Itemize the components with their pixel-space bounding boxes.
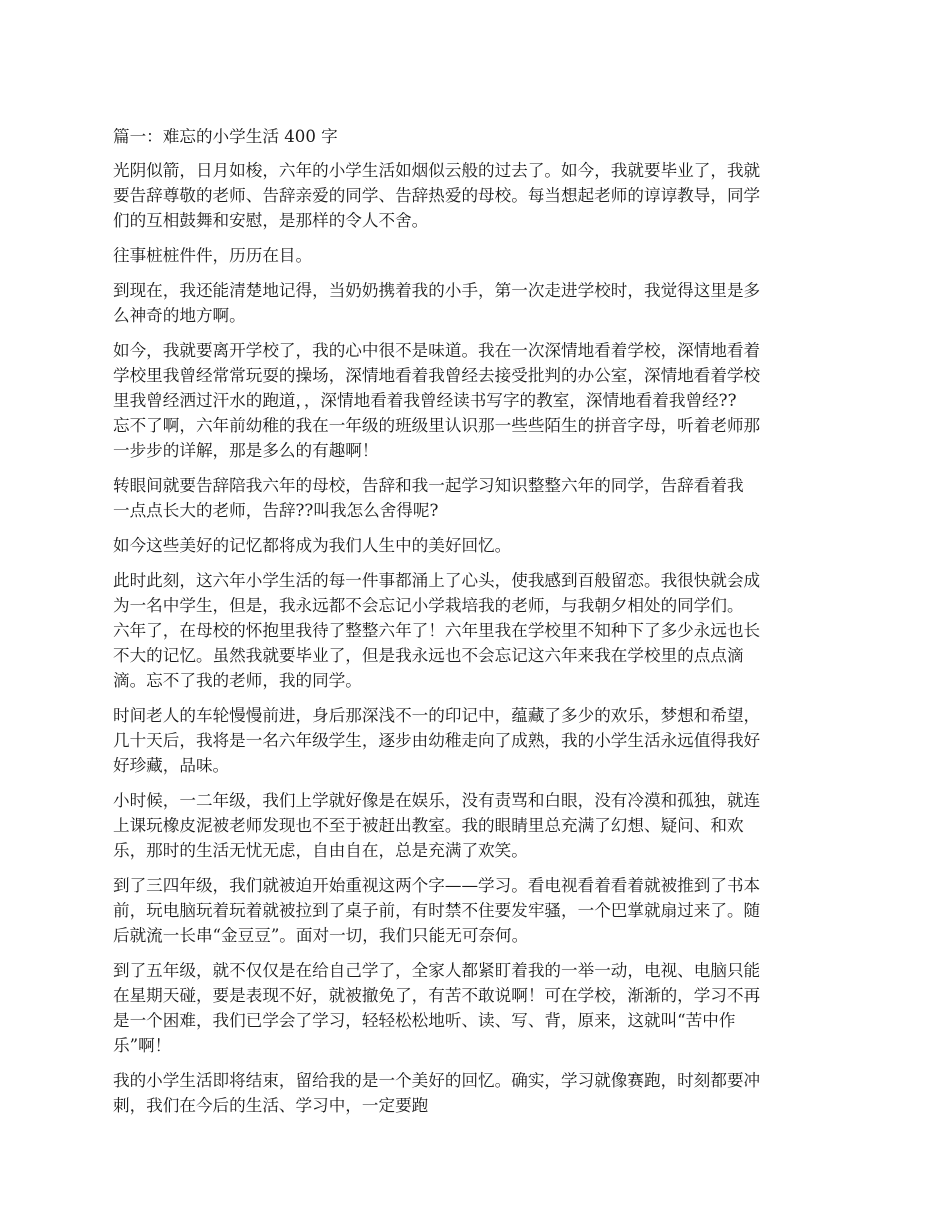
paragraph-line: 往事桩桩件件，历历在目。 bbox=[113, 246, 313, 265]
paragraph-line: 乐”啊！ bbox=[113, 1036, 172, 1055]
paragraph bbox=[113, 1068, 841, 1118]
paragraph-line: 们的互相鼓舞和安慰，是那样的令人不舍。 bbox=[113, 211, 429, 230]
paragraph-line: 为一名中学生，但是，我永远都不会忘记小学栽培我的老师，与我朝夕相处的同学们。 bbox=[113, 596, 744, 615]
paragraph-line: 此时此刻，这六年小学生活的每一件事都涌上了心头，使我感到百般留恋。我很快就会成 bbox=[113, 571, 761, 590]
paragraph bbox=[113, 278, 841, 328]
paragraph-line: 到现在，我还能清楚地记得，当奶奶携着我的小手，第一次走进学校时，我觉得这里是多 bbox=[113, 281, 761, 300]
paragraph-line: 不大的记忆。虽然我就要毕业了，但是我永远也不会忘记这六年来我在学校里的点点滴 bbox=[113, 646, 744, 665]
document-page bbox=[113, 124, 841, 1128]
document-body bbox=[113, 158, 841, 1118]
paragraph-line: 刺，我们在今后的生活、学习中，一定要跑 bbox=[113, 1096, 429, 1115]
paragraph-line: 几十天后，我将是一名六年级学生，逐步由幼稚走向了成熟，我的小学生活永远值得我好 bbox=[113, 731, 761, 750]
paragraph-line: 在星期天碰，要是表现不好，就被撤免了，有苦不敢说啊！可在学校，渐渐的，学习不再 bbox=[113, 986, 761, 1005]
paragraph bbox=[113, 338, 841, 463]
paragraph-line: 是一个困难，我们已学会了学习，轻轻松松地听、读、写、背，原来，这就叫“苦中作 bbox=[113, 1011, 736, 1030]
paragraph bbox=[113, 873, 841, 948]
paragraph-line: 六年了，在母校的怀抱里我待了整整六年了！六年里我在学校里不知种下了多少永远也长 bbox=[113, 621, 761, 640]
paragraph bbox=[113, 533, 841, 558]
paragraph-line: 到了五年级，就不仅仅是在给自己学了，全家人都紧盯着我的一举一动，电视、电脑只能 bbox=[113, 961, 761, 980]
paragraph-line: 转眼间就要告辞陪我六年的母校，告辞和我一起学习知识整整六年的同学，告辞看着我 bbox=[113, 476, 744, 495]
paragraph-line: 么神奇的地方啊。 bbox=[113, 306, 246, 325]
paragraph-line: 小时候，一二年级，我们上学就好像是在娱乐，没有责骂和白眼，没有冷漠和孤独，就连 bbox=[113, 791, 761, 810]
paragraph bbox=[113, 958, 841, 1058]
paragraph-line: 一点点长大的老师，告辞??叫我怎么舍得呢? bbox=[113, 501, 439, 520]
paragraph-line: 好珍藏，品味。 bbox=[113, 756, 230, 775]
paragraph bbox=[113, 788, 841, 863]
paragraph-line: 乐，那时的生活无忧无虑，自由自在，总是充满了欢笑。 bbox=[113, 841, 528, 860]
paragraph-line: 如今这些美好的记忆都将成为我们人生中的美好回忆。 bbox=[113, 536, 512, 555]
paragraph-line: 要告辞尊敬的老师、告辞亲爱的同学、告辞热爱的母校。每当想起老师的谆谆教导，同学 bbox=[113, 186, 761, 205]
paragraph-line: 忘不了啊，六年前幼稚的我在一年级的班级里认识那一些些陌生的拼音字母，听着老师那 bbox=[113, 416, 761, 435]
paragraph-line: 光阴似箭，日月如梭，六年的小学生活如烟似云般的过去了。如今，我就要毕业了，我就 bbox=[113, 161, 761, 180]
paragraph-line: 滴。忘不了我的老师，我的同学。 bbox=[113, 671, 362, 690]
paragraph bbox=[113, 158, 841, 233]
paragraph-line: 一步步的详解，那是多么的有趣啊！ bbox=[113, 441, 379, 460]
paragraph-line: 学校里我曾经常常玩耍的操场，深情地看着我曾经去接受批判的办公室，深情地看着学校 bbox=[113, 366, 761, 385]
paragraph bbox=[113, 703, 841, 778]
paragraph-line: 上课玩橡皮泥被老师发现也不至于被赶出教室。我的眼睛里总充满了幻想、疑问、和欢 bbox=[113, 816, 744, 835]
paragraph-line: 我的小学生活即将结束，留给我的是一个美好的回忆。确实，学习就像赛跑，时刻都要冲 bbox=[113, 1071, 761, 1090]
paragraph bbox=[113, 568, 841, 693]
document-title: 篇一：难忘的小学生活 400 字 bbox=[113, 127, 338, 146]
paragraph bbox=[113, 243, 841, 268]
paragraph-line: 里我曾经洒过汗水的跑道，，深情地看着我曾经读书写字的教室，深情地看着我曾经?? bbox=[113, 391, 737, 410]
paragraph-line: 时间老人的车轮慢慢前进，身后那深浅不一的印记中，蕴藏了多少的欢乐，梦想和希望， bbox=[113, 706, 761, 725]
paragraph-line: 如今，我就要离开学校了，我的心中很不是味道。我在一次深情地看着学校，深情地看着 bbox=[113, 341, 761, 360]
paragraph bbox=[113, 473, 841, 523]
paragraph-line: 后就流一长串“金豆豆”。面对一切，我们只能无可奈何。 bbox=[113, 926, 529, 945]
paragraph-line: 到了三四年级，我们就被迫开始重视这两个字——学习。看电视看着看着就被推到了书本 bbox=[113, 876, 761, 895]
paragraph-line: 前，玩电脑玩着玩着就被拉到了桌子前，有时禁不住要发牢骚，一个巴掌就扇过来了。随 bbox=[113, 901, 761, 920]
